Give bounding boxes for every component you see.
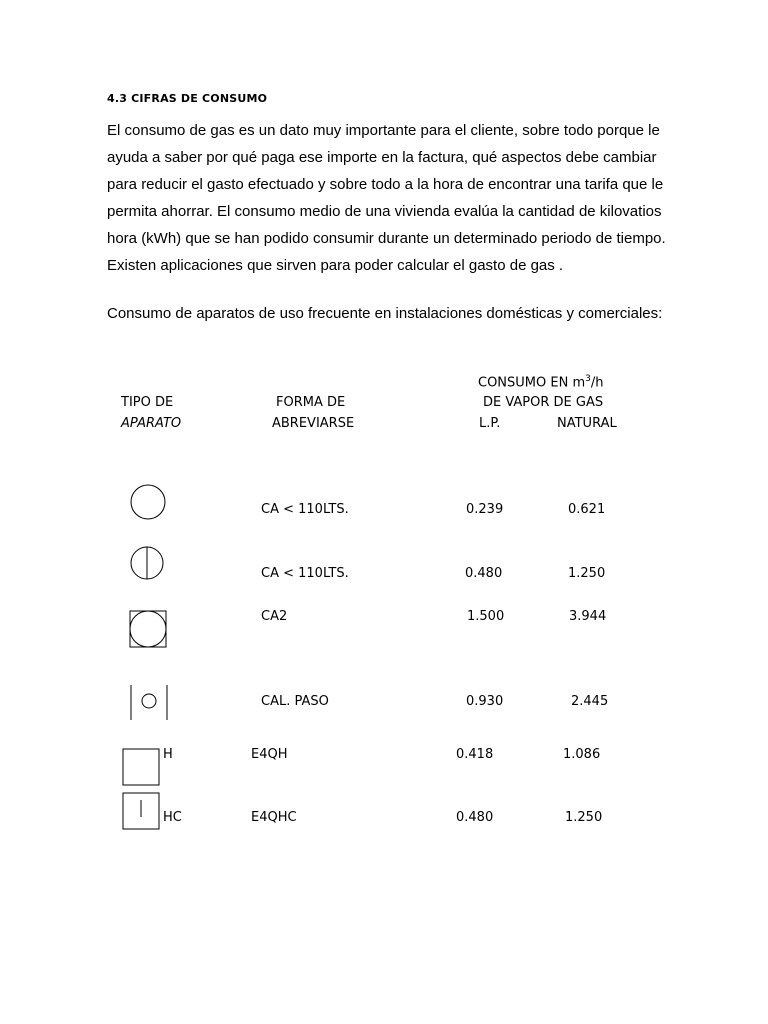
- row-natural: 1.086: [563, 747, 601, 762]
- header-natural: NATURAL: [557, 416, 617, 431]
- square-line-symbol: [123, 793, 159, 829]
- header-lp: L.P.: [479, 416, 501, 431]
- header-consumo-line2: DE VAPOR DE GAS: [483, 395, 604, 410]
- row-symbol-label: HC: [163, 810, 182, 825]
- paragraph-line: ayuda a saber por qué paga ese importe en la factura, qué aspectos debe cambiar: [107, 149, 657, 166]
- paragraph-line: El consumo de gas es un dato muy importante para el cliente, sobre todo porque le: [107, 122, 660, 139]
- paragraph-line: permita ahorrar. El consumo medio de una vivienda evalúa la cantidad de kilovatios: [107, 203, 662, 220]
- header-consumo-superscript: 3: [585, 374, 591, 384]
- circle-split-symbol: [131, 547, 163, 579]
- row-natural: 2.445: [571, 694, 609, 709]
- paragraph-line: hora (kWh) que se han podido consumir durante un determinado periodo de tiempo.: [107, 230, 666, 247]
- header-tipo-line1: TIPO DE: [121, 395, 174, 410]
- row-lp: 1.500: [467, 609, 505, 624]
- row-forma: CA2: [261, 609, 288, 624]
- row-natural: 1.250: [568, 566, 606, 581]
- circle-in-square-symbol: [130, 611, 166, 647]
- row-natural: 0.621: [568, 502, 606, 517]
- header-tipo-line2: APARATO: [121, 416, 182, 431]
- row-lp: 0.418: [456, 747, 494, 762]
- row-forma: CA < 110LTS.: [261, 566, 349, 581]
- paragraph-line: Existen aplicaciones que sirven para poder calcular el gasto de gas .: [107, 257, 564, 274]
- header-consumo-line1: CONSUMO EN $m^3/h$: [478, 374, 604, 391]
- row-forma: E4QHC: [251, 810, 297, 825]
- square-symbol: [123, 749, 159, 785]
- row-forma: CAL. PASO: [261, 694, 329, 709]
- header-forma-line2: ABREVIARSE: [272, 416, 355, 431]
- row-lp: 0.480: [465, 566, 503, 581]
- row-natural: 3.944: [569, 609, 607, 624]
- row-symbol-label: H: [163, 747, 173, 762]
- row-lp: 0.239: [466, 502, 504, 517]
- table-intro: Consumo de aparatos de uso frecuente en instalaciones domésticas y comerciales:: [107, 305, 663, 322]
- circle-symbol: [131, 485, 165, 519]
- section-heading: 4.3 CIFRAS DE CONSUMO: [107, 92, 268, 105]
- row-forma: CA < 110LTS.: [261, 502, 349, 517]
- paragraph-line: para reducir el gasto efectuado y sobre todo a la hora de encontrar una tarifa que le: [107, 176, 664, 193]
- row-lp: 0.480: [456, 810, 494, 825]
- small-circle-bracket-symbol: [131, 685, 167, 720]
- row-natural: 1.250: [565, 810, 603, 825]
- header-forma-line1: FORMA DE: [276, 395, 346, 410]
- row-lp: 0.930: [466, 694, 504, 709]
- row-forma: E4QH: [251, 747, 288, 762]
